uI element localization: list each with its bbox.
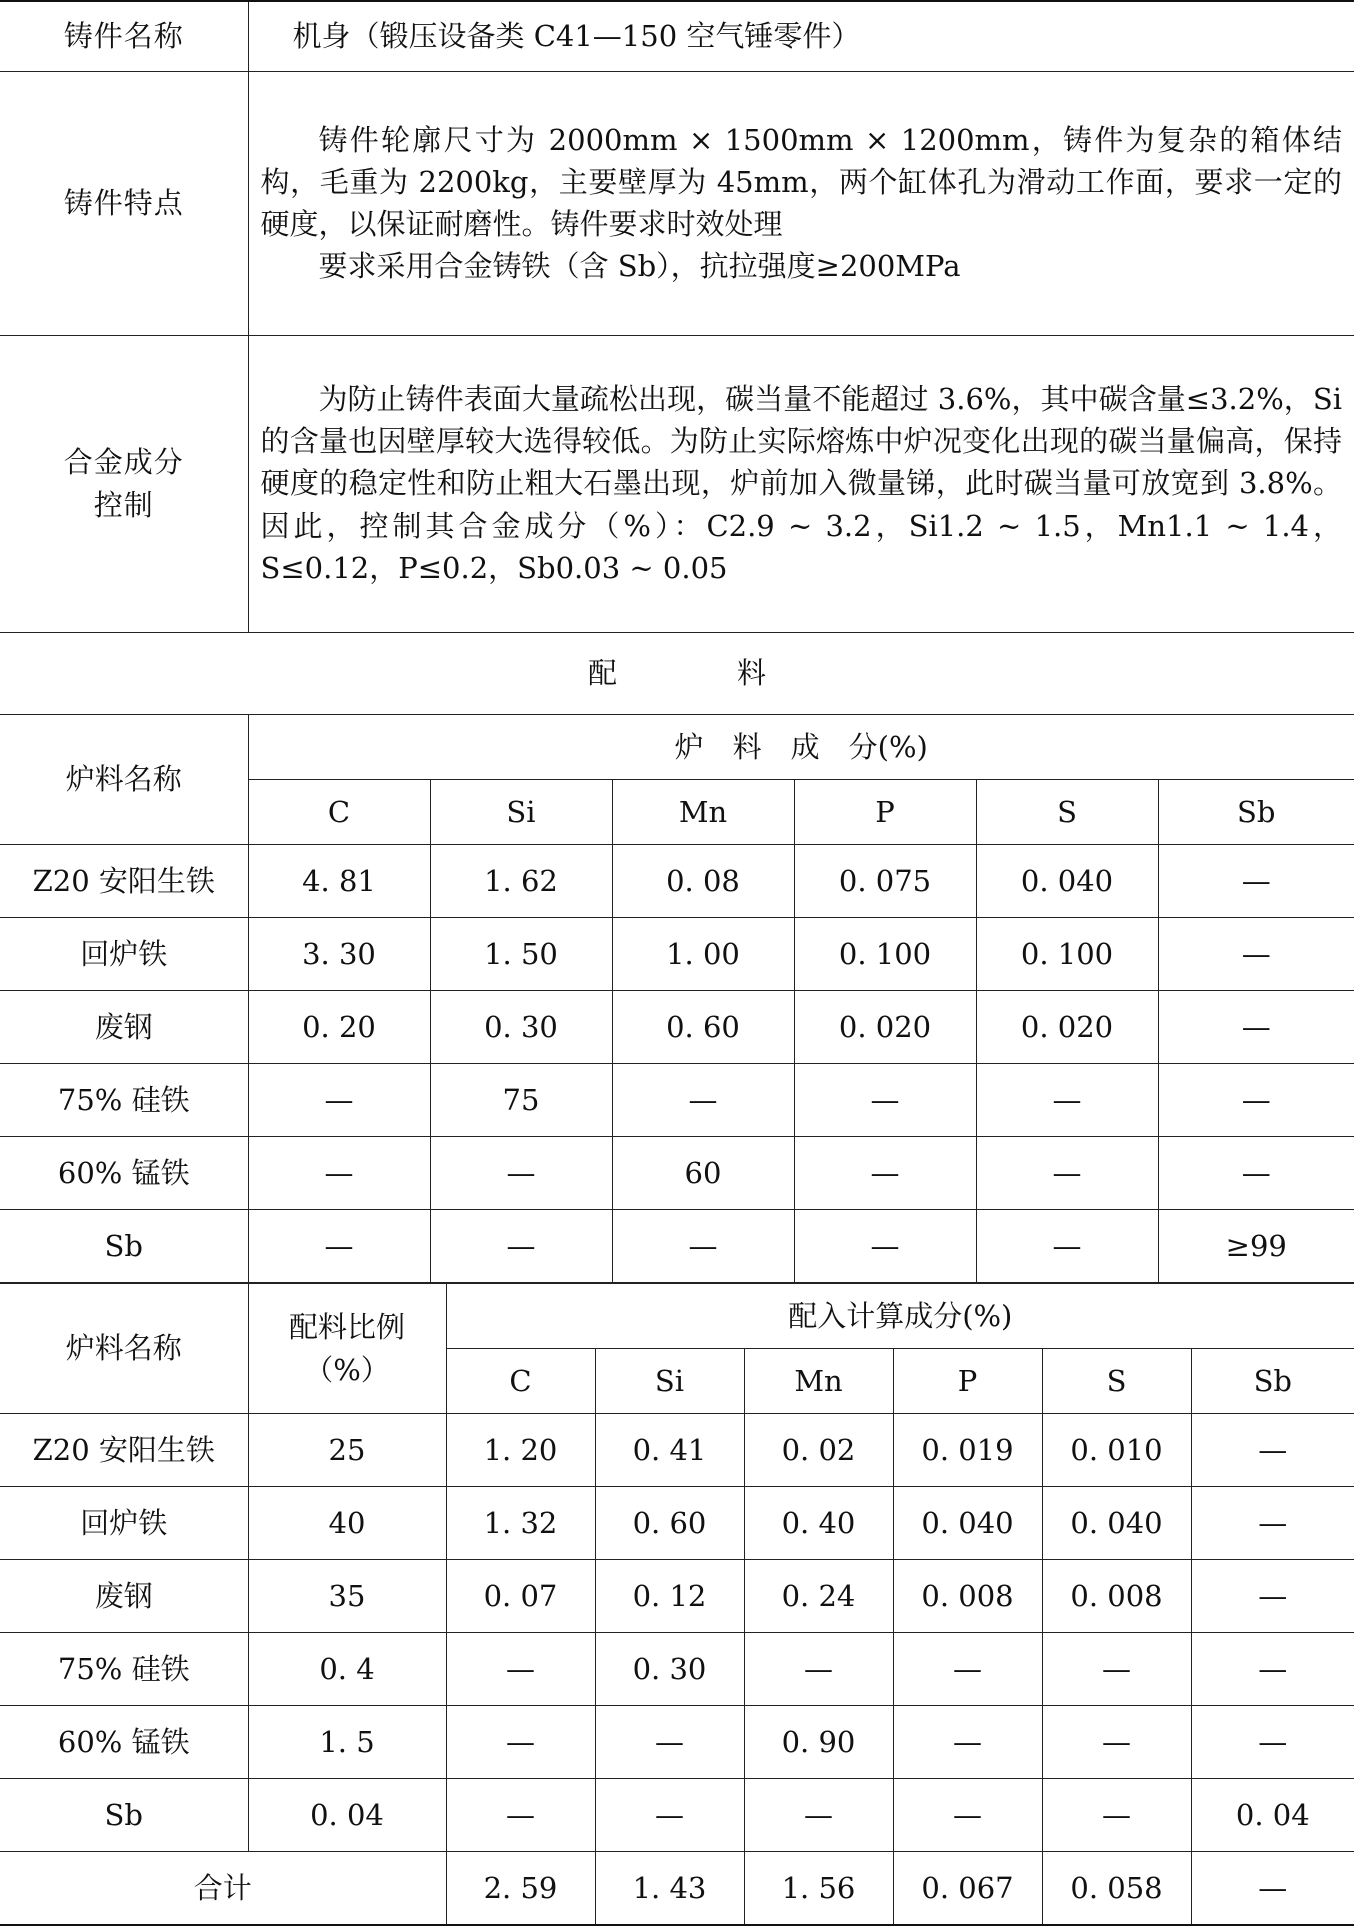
charge-row-name: 60% 锰铁 (0, 1137, 248, 1210)
calc-header-row-1 (0, 1284, 1354, 1349)
charge-cell: 0. 30 (430, 991, 612, 1064)
charge-cell: — (1158, 1137, 1354, 1210)
calc-total-cell: 1. 56 (744, 1852, 893, 1925)
charge-col-header: Sb (1158, 780, 1354, 845)
calc-total-cell: — (1191, 1852, 1354, 1925)
charge-cell: — (794, 1137, 976, 1210)
calc-row-ratio: 0. 04 (248, 1779, 446, 1852)
charge-cell: 0. 020 (976, 991, 1158, 1064)
charge-cell: — (1158, 918, 1354, 991)
charge-cell: — (794, 1210, 976, 1283)
charge-cell: — (612, 1210, 794, 1283)
charge-cell: 0. 08 (612, 845, 794, 918)
calc-cell: 0. 07 (446, 1560, 595, 1633)
alloy-label-line-1: 合金成分 (63, 445, 184, 480)
charge-cell: ≥99 (1158, 1210, 1354, 1283)
calc-cell: 0. 04 (1191, 1779, 1354, 1852)
calc-ratio-header-line-2: （%） (304, 1352, 390, 1387)
charge-row (0, 991, 1354, 1064)
calc-cell: — (744, 1779, 893, 1852)
calc-col-header: P (893, 1349, 1042, 1414)
calc-row (0, 1414, 1354, 1487)
charge-row-name: Sb (0, 1210, 248, 1283)
charge-cell: — (976, 1064, 1158, 1137)
info-row-features (0, 71, 1354, 335)
charge-cell: 1. 50 (430, 918, 612, 991)
charge-cell: 1. 62 (430, 845, 612, 918)
calc-row (0, 1706, 1354, 1779)
calc-cell: 0. 008 (893, 1560, 1042, 1633)
charge-col-header: Mn (612, 780, 794, 845)
calc-row (0, 1779, 1354, 1852)
calc-cell: 0. 60 (595, 1487, 744, 1560)
calc-body (0, 1414, 1354, 1925)
calc-row-name: 60% 锰铁 (0, 1706, 248, 1779)
name-value: 机身（锻压设备类 C41—150 空气锤零件） (248, 1, 1354, 71)
charge-cell: 0. 100 (794, 918, 976, 991)
calc-cell: 0. 12 (595, 1560, 744, 1633)
calc-row (0, 1560, 1354, 1633)
name-label: 铸件名称 (0, 1, 248, 71)
section-title: 配料 (0, 632, 1354, 714)
calc-table (0, 1283, 1354, 1926)
calc-cell: — (1191, 1706, 1354, 1779)
calc-total-cell: 0. 067 (893, 1852, 1042, 1925)
charge-cell: 0. 075 (794, 845, 976, 918)
calc-cell: — (446, 1706, 595, 1779)
calc-row-ratio: 1. 5 (248, 1706, 446, 1779)
features-text-1: 铸件轮廓尺寸为 2000mm × 1500mm × 1200mm，铸件为复杂的箱体结构，毛重为 2200kg，主要壁厚为 45mm，两个缸体孔为滑动工作面，要求一定的硬度，以保证耐磨性。铸件要求时效处理 (260, 122, 1342, 241)
features-text-2: 要求采用合金铸铁（含 Sb），抗拉强度≥200MPa (318, 249, 961, 284)
calc-row-ratio: 0. 4 (248, 1633, 446, 1706)
charge-body (0, 845, 1354, 1283)
alloy-text: 为防止铸件表面大量疏松出现，碳当量不能超过 3.6%，其中碳含量≤3.2%，Si 的含量也因壁厚较大选得较低。为防止实际熔炼中炉况变化出现的碳当量偏高，保持硬度的稳定性和防止粗大石墨出现，炉前加入微量锑，此时碳当量可放宽到 3.8%。因此，控制其合金成分（%）：C2.9 ~ 3.2，Si1.2 ~ 1.5，Mn1.1 ~ 1.4，S≤0.12，P≤0.2，Sb0.03 ~ 0.05 (260, 382, 1342, 585)
charge-group-header: 炉 料 成 分(%) (248, 715, 1354, 780)
charge-cell: 60 (612, 1137, 794, 1210)
charge-header-row-1 (0, 715, 1354, 780)
calc-row-name: Sb (0, 1779, 248, 1852)
calc-cell: — (1191, 1487, 1354, 1560)
calc-total-cell: 0. 058 (1042, 1852, 1191, 1925)
charge-cell: — (1158, 1064, 1354, 1137)
charge-row-name: Z20 安阳生铁 (0, 845, 248, 918)
calc-cell: 0. 24 (744, 1560, 893, 1633)
calc-ratio-header (248, 1284, 446, 1414)
calc-name-header: 炉料名称 (0, 1284, 248, 1414)
alloy-label (0, 335, 248, 632)
calc-cell: — (893, 1779, 1042, 1852)
calc-total-row (0, 1852, 1354, 1925)
charge-row (0, 1137, 1354, 1210)
charge-row-name: 75% 硅铁 (0, 1064, 248, 1137)
charge-cell: 4. 81 (248, 845, 430, 918)
calc-cell: 1. 20 (446, 1414, 595, 1487)
calc-cell: — (1191, 1633, 1354, 1706)
charge-cell: 0. 60 (612, 991, 794, 1064)
calc-col-header: S (1042, 1349, 1191, 1414)
charge-col-header: Si (430, 780, 612, 845)
calc-cell: — (595, 1706, 744, 1779)
calc-cell: — (893, 1633, 1042, 1706)
calc-cell: 0. 040 (1042, 1487, 1191, 1560)
charge-col-header: S (976, 780, 1158, 845)
calc-cell: 0. 008 (1042, 1560, 1191, 1633)
calc-total-cell: 1. 43 (595, 1852, 744, 1925)
calc-total-label: 合计 (0, 1852, 446, 1925)
section-title-row (0, 632, 1354, 714)
calc-row (0, 1633, 1354, 1706)
calc-row-name: 75% 硅铁 (0, 1633, 248, 1706)
calc-cell: — (744, 1633, 893, 1706)
charge-cell: — (976, 1210, 1158, 1283)
calc-row-ratio: 35 (248, 1560, 446, 1633)
calc-cell: — (1191, 1414, 1354, 1487)
calc-cell: 0. 30 (595, 1633, 744, 1706)
alloy-label-line-2: 控制 (93, 487, 154, 522)
calc-cell: 0. 02 (744, 1414, 893, 1487)
alloy-cell (248, 335, 1354, 632)
info-row-name (0, 1, 1354, 71)
calc-cell: — (446, 1633, 595, 1706)
calc-cell: — (1042, 1633, 1191, 1706)
charge-cell: 75 (430, 1064, 612, 1137)
charge-cell: — (248, 1210, 430, 1283)
calc-col-header: Mn (744, 1349, 893, 1414)
charge-row-name: 废钢 (0, 991, 248, 1064)
charge-row (0, 845, 1354, 918)
charge-cell: — (1158, 991, 1354, 1064)
charge-cell: 0. 020 (794, 991, 976, 1064)
calc-col-header: Sb (1191, 1349, 1354, 1414)
calc-cell: 0. 040 (893, 1487, 1042, 1560)
charge-cell: 3. 30 (248, 918, 430, 991)
charge-row (0, 1064, 1354, 1137)
charge-cell: — (248, 1064, 430, 1137)
charge-cell: — (612, 1064, 794, 1137)
calc-cell: — (893, 1706, 1042, 1779)
calc-cell: 0. 40 (744, 1487, 893, 1560)
calc-cell: 1. 32 (446, 1487, 595, 1560)
charge-cell: — (976, 1137, 1158, 1210)
charge-table (0, 715, 1354, 1284)
charge-row-name: 回炉铁 (0, 918, 248, 991)
calc-row-name: 废钢 (0, 1560, 248, 1633)
charge-cell: — (430, 1210, 612, 1283)
calc-row-ratio: 40 (248, 1487, 446, 1560)
charge-cell: — (430, 1137, 612, 1210)
calc-row (0, 1487, 1354, 1560)
charge-cell: — (248, 1137, 430, 1210)
calc-cell: 0. 010 (1042, 1414, 1191, 1487)
charge-row (0, 1210, 1354, 1283)
calc-cell: — (446, 1779, 595, 1852)
calc-col-header: C (446, 1349, 595, 1414)
calc-row-name: Z20 安阳生铁 (0, 1414, 248, 1487)
charge-cell: 1. 00 (612, 918, 794, 991)
charge-row (0, 918, 1354, 991)
info-table (0, 0, 1354, 715)
calc-group-header: 配入计算成分(%) (446, 1284, 1354, 1349)
charge-col-header: P (794, 780, 976, 845)
calc-row-name: 回炉铁 (0, 1487, 248, 1560)
charge-cell: 0. 20 (248, 991, 430, 1064)
calc-cell: 0. 90 (744, 1706, 893, 1779)
charge-cell: 0. 100 (976, 918, 1158, 991)
charge-cell: 0. 040 (976, 845, 1158, 918)
calc-cell: — (1191, 1560, 1354, 1633)
calc-row-ratio: 25 (248, 1414, 446, 1487)
calc-cell: — (595, 1779, 744, 1852)
calc-col-header: Si (595, 1349, 744, 1414)
calc-cell: 0. 019 (893, 1414, 1042, 1487)
features-label: 铸件特点 (0, 71, 248, 335)
features-cell (248, 71, 1354, 335)
charge-name-header: 炉料名称 (0, 715, 248, 845)
calc-cell: 0. 41 (595, 1414, 744, 1487)
calc-cell: — (1042, 1779, 1191, 1852)
calc-total-cell: 2. 59 (446, 1852, 595, 1925)
charge-cell: — (1158, 845, 1354, 918)
charge-col-header: C (248, 780, 430, 845)
info-row-alloy (0, 335, 1354, 632)
charge-cell: — (794, 1064, 976, 1137)
calc-ratio-header-line-1: 配料比例 (288, 1310, 405, 1345)
calc-cell: — (1042, 1706, 1191, 1779)
